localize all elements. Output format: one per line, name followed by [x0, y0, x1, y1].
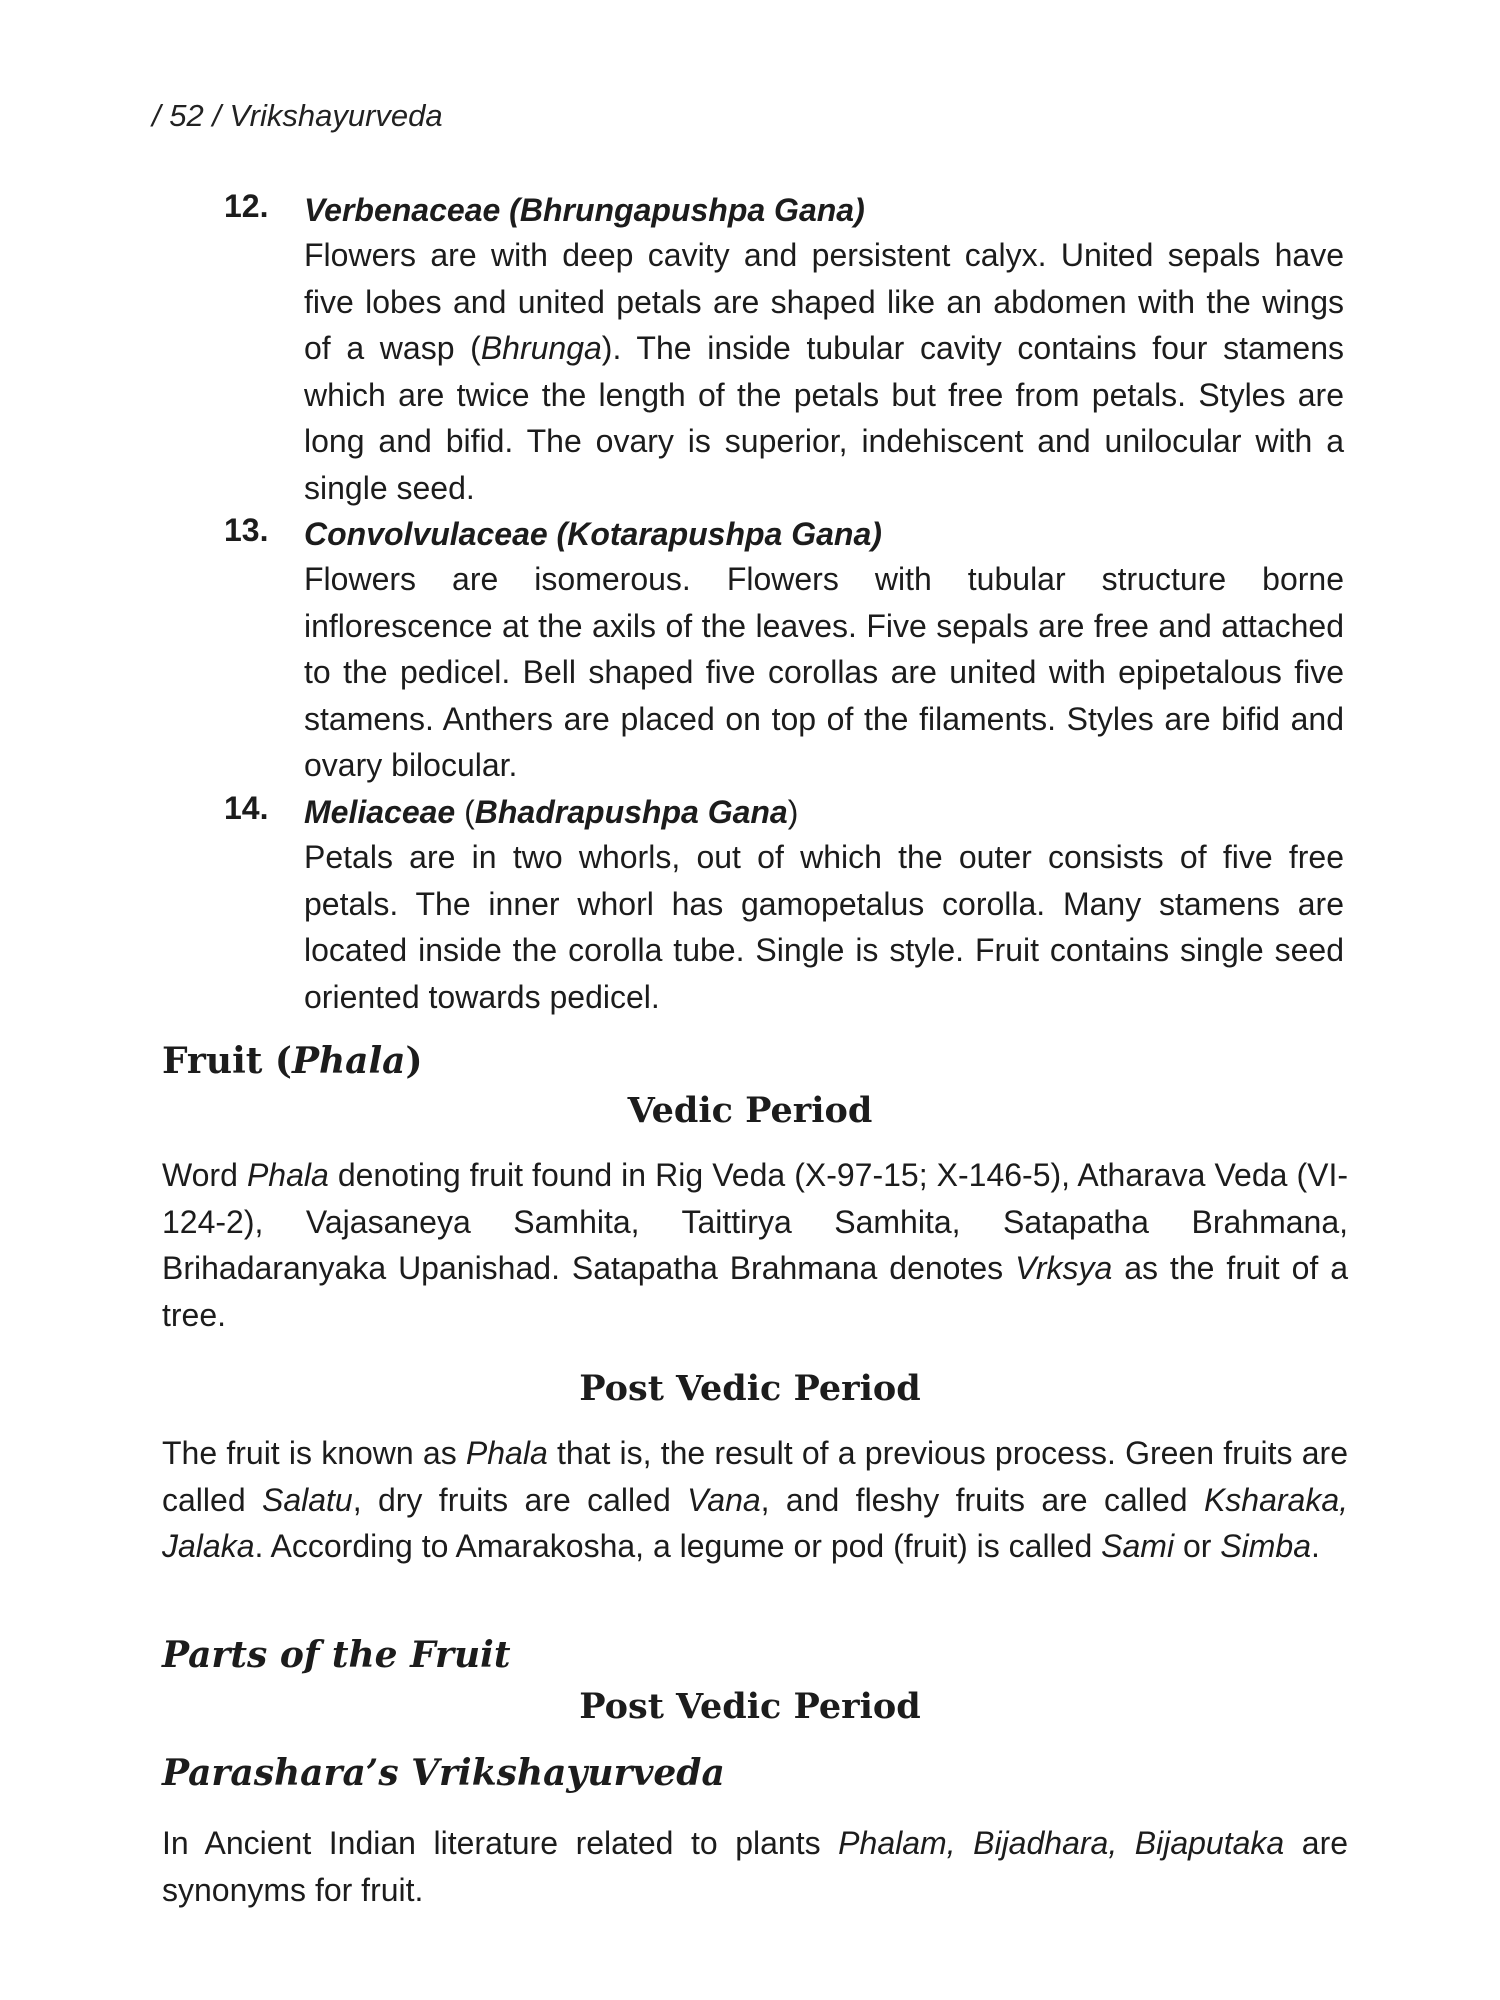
- para-italic: Phalam, Bijadhara, Bijaputaka: [838, 1825, 1285, 1861]
- item-heading: [304, 188, 1344, 232]
- list-item-13: [224, 512, 1344, 789]
- para-text: that is, the result of a previous process. Green fruits are called: [162, 1435, 1348, 1518]
- parashara-heading: Parashara’s Vrikshayurveda: [162, 1752, 725, 1794]
- para-italic: Salatu: [261, 1481, 353, 1518]
- item-body: Petals are in two whorls, out of which the outer consists of five free petals. The inner whorl has gamopetalus corolla. Many stamens are located inside the corolla tube. Single is style. Fruit contains single seed oriented towards pedicel.: [304, 839, 1344, 1015]
- item-body: Flowers are isomerous. Flowers with tubular structure borne inflorescence at the axils of the leaves. Five sepals are free and attached to the pedicel. Bell shaped five corollas are united with epipetalous five stamens. Anthers are placed on top of the filaments. Styles are bifid and ovary bilocular.: [304, 561, 1344, 783]
- heading-text: ): [405, 1040, 423, 1082]
- gana-name: Bhadrapushpa Gana: [474, 794, 788, 830]
- para-text: as the fruit of a tree.: [162, 1250, 1348, 1333]
- post-vedic-heading-1: Post Vedic Period: [579, 1368, 921, 1409]
- item-heading: [304, 790, 1344, 834]
- item-body: [304, 232, 1344, 511]
- para-italic: Vana: [687, 1481, 761, 1518]
- para-italic: Ksharaka, Jalaka: [162, 1481, 1349, 1564]
- vedic-period-heading: Vedic Period: [627, 1090, 873, 1131]
- para-text: denoting fruit found in Rig Veda (X-97-15; X-146-5), Atharava Veda (VI-124-2), Vajasaneya Samhita, Taittirya Samhita, Satapatha Brahmana, Brihadaranyaka Upanishad. Satapatha Brahmana denotes: [162, 1157, 1349, 1286]
- body-text: ). The inside tubular cavity contains four stamens which are twice the length of the petals but free from petals. Styles are long and bifid. The ovary is superior, indehiscent and unilocular with a single seed.: [304, 330, 1345, 506]
- running-head: / 52 / Vrikshayurveda: [152, 98, 443, 133]
- heading-text: Fruit (: [162, 1040, 292, 1082]
- para-text: or: [1174, 1528, 1221, 1564]
- list-item-14: [224, 790, 1344, 1020]
- body-italic: Bhrunga: [480, 330, 602, 366]
- item-number: 14.: [224, 790, 269, 826]
- para-text: Word: [162, 1157, 247, 1193]
- para-text: are synonyms for fruit.: [162, 1825, 1349, 1908]
- para-italic: Phala: [246, 1157, 329, 1193]
- fruit-heading: [162, 1040, 423, 1082]
- post-vedic-heading-2: Post Vedic Period: [579, 1686, 921, 1727]
- paren: ): [787, 794, 799, 830]
- para-text: , and fleshy fruits are called: [760, 1481, 1204, 1518]
- body-text: Flowers are with deep cavity and persistent calyx. United sepals have five lobes and united petals are shaped like an abdomen with the wings of a wasp (: [304, 237, 1344, 366]
- para-italic: Sami: [1101, 1528, 1175, 1564]
- family-name: Meliaceae: [304, 794, 456, 830]
- item-number: 12.: [224, 188, 269, 224]
- post-vedic-paragraph: [162, 1430, 1348, 1570]
- para-italic: Simba: [1220, 1528, 1311, 1564]
- vedic-paragraph: [162, 1152, 1348, 1338]
- final-paragraph: [162, 1820, 1348, 1913]
- family-name: Verbenaceae (Bhrungapushpa Gana): [304, 192, 865, 228]
- paren: (: [455, 794, 475, 830]
- para-italic: Phala: [465, 1435, 548, 1471]
- item-heading: [304, 512, 1344, 556]
- para-text: In Ancient Indian literature related to plants: [162, 1825, 839, 1861]
- family-name: Convolvulaceae (Kotarapushpa Gana): [304, 516, 882, 552]
- para-text: .: [1310, 1528, 1320, 1564]
- list-item-12: [224, 188, 1344, 511]
- para-text: . According to Amarakosha, a legume or pod (fruit) is called: [254, 1528, 1102, 1564]
- parts-of-fruit-heading: Parts of the Fruit: [162, 1634, 511, 1676]
- item-number: 13.: [224, 512, 269, 548]
- para-text: , dry fruits are called: [352, 1481, 688, 1518]
- para-italic: Vrksya: [1015, 1250, 1113, 1286]
- para-text: The fruit is known as: [162, 1435, 466, 1471]
- heading-italic: Phala: [291, 1040, 406, 1082]
